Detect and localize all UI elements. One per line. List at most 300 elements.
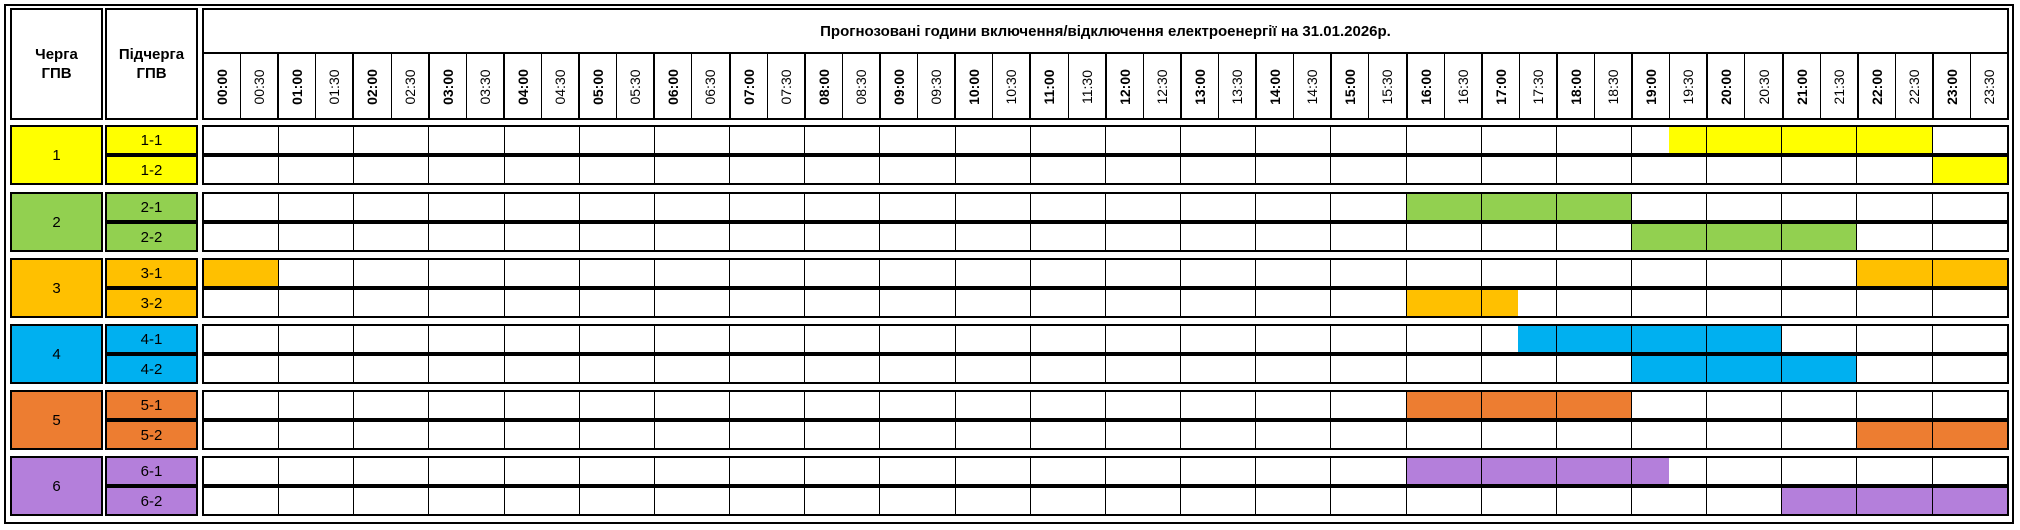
power-slot (1894, 392, 1932, 418)
power-slot (1894, 356, 1932, 382)
power-slot (466, 127, 504, 153)
power-slot (353, 290, 391, 316)
power-slot (616, 356, 654, 382)
power-slot (879, 127, 917, 153)
power-slot (1781, 326, 1819, 352)
power-slot (804, 422, 842, 448)
power-slot (616, 194, 654, 220)
outage-slot (1406, 392, 1444, 418)
time-column-header (204, 54, 240, 120)
outage-slot (1593, 326, 1631, 352)
power-slot (579, 157, 617, 183)
power-slot (879, 290, 917, 316)
power-slot (729, 356, 767, 382)
power-slot (1781, 392, 1819, 418)
power-slot (241, 422, 279, 448)
time-column-header (1932, 54, 1970, 120)
power-slot (1669, 392, 1707, 418)
power-slot (692, 422, 730, 448)
subqueue-cell: 3-1 (105, 258, 198, 288)
power-slot (1856, 326, 1894, 352)
time-column-header (917, 54, 954, 120)
power-slot (541, 392, 579, 418)
power-slot (1819, 458, 1857, 484)
time-column-header (578, 54, 616, 120)
time-label: 22:00 (1868, 69, 1885, 105)
time-label: 00:00 (214, 69, 231, 105)
schedule-row (202, 192, 2009, 222)
power-slot (1406, 326, 1444, 352)
power-slot (955, 356, 993, 382)
power-slot (1142, 194, 1180, 220)
power-slot (692, 224, 730, 250)
power-slot (504, 326, 542, 352)
queue-cell: 4 (10, 324, 103, 384)
power-slot (1819, 157, 1857, 183)
time-column-header (1519, 54, 1556, 120)
power-slot (428, 326, 466, 352)
power-slot (1142, 127, 1180, 153)
outage-slot (1481, 458, 1519, 484)
power-slot (692, 392, 730, 418)
power-slot (204, 356, 241, 382)
time-label: 05:30 (627, 69, 644, 105)
power-slot (804, 260, 842, 286)
outage-slot (1969, 422, 2007, 448)
power-slot (917, 458, 955, 484)
subqueue-cell: 4-1 (105, 324, 198, 354)
power-slot (804, 392, 842, 418)
power-slot (1481, 488, 1519, 514)
outage-slot (1631, 356, 1669, 382)
power-slot (1932, 194, 1970, 220)
power-slot (579, 326, 617, 352)
power-slot (1180, 127, 1218, 153)
outage-slot (1819, 356, 1857, 382)
power-slot (428, 224, 466, 250)
power-slot (466, 458, 504, 484)
power-slot (1593, 224, 1631, 250)
power-slot (1969, 326, 2007, 352)
power-slot (767, 194, 805, 220)
power-slot (428, 194, 466, 220)
power-slot (391, 290, 429, 316)
power-slot (1218, 392, 1256, 418)
power-slot (992, 422, 1030, 448)
power-slot (391, 356, 429, 382)
power-slot (879, 356, 917, 382)
power-slot (1218, 224, 1256, 250)
power-slot (1443, 224, 1481, 250)
power-slot (1781, 422, 1819, 448)
power-slot (504, 157, 542, 183)
time-column-header (1744, 54, 1781, 120)
outage-slot (1669, 326, 1707, 352)
power-slot (1293, 458, 1331, 484)
power-slot (804, 224, 842, 250)
power-slot (1744, 488, 1782, 514)
time-label: 13:00 (1191, 69, 1208, 105)
power-slot (1293, 488, 1331, 514)
power-slot (992, 290, 1030, 316)
timeline-header (202, 8, 2009, 120)
power-slot (804, 290, 842, 316)
power-slot (1819, 290, 1857, 316)
power-slot (654, 326, 692, 352)
power-slot (1669, 422, 1707, 448)
power-slot (1368, 194, 1406, 220)
power-slot (1030, 194, 1068, 220)
power-slot (804, 326, 842, 352)
power-slot (1556, 260, 1594, 286)
time-column-header (428, 54, 466, 120)
time-column-header (1669, 54, 1706, 120)
time-label: 09:00 (891, 69, 908, 105)
power-slot (1368, 127, 1406, 153)
outage-slot (1481, 392, 1519, 418)
power-slot (1293, 157, 1331, 183)
power-slot (1781, 458, 1819, 484)
power-slot (729, 326, 767, 352)
power-slot (466, 488, 504, 514)
time-column-header (1820, 54, 1857, 120)
power-slot (692, 458, 730, 484)
time-label: 17:00 (1492, 69, 1509, 105)
power-slot (1218, 422, 1256, 448)
power-slot (1105, 127, 1143, 153)
power-slot (692, 127, 730, 153)
power-slot (1180, 290, 1218, 316)
power-slot (504, 290, 542, 316)
time-label: 03:30 (476, 69, 493, 105)
time-label: 14:30 (1304, 69, 1321, 105)
power-slot (1368, 260, 1406, 286)
power-slot (955, 127, 993, 153)
power-slot (579, 224, 617, 250)
power-slot (316, 422, 354, 448)
power-slot (767, 290, 805, 316)
power-slot (1706, 392, 1744, 418)
power-slot (1631, 127, 1669, 153)
power-slot (767, 392, 805, 418)
power-slot (1180, 392, 1218, 418)
power-slot (1330, 326, 1368, 352)
power-slot (541, 127, 579, 153)
power-slot (1368, 290, 1406, 316)
power-slot (579, 356, 617, 382)
power-slot (204, 392, 241, 418)
power-slot (1067, 458, 1105, 484)
power-slot (1819, 260, 1857, 286)
time-column-header (729, 54, 767, 120)
power-slot (1142, 157, 1180, 183)
power-slot (1105, 326, 1143, 352)
power-slot (1067, 260, 1105, 286)
power-slot (204, 326, 241, 352)
power-slot (1443, 422, 1481, 448)
power-slot (579, 260, 617, 286)
outage-slot (1443, 392, 1481, 418)
time-label: 06:00 (665, 69, 682, 105)
schedule-row (202, 288, 2009, 318)
schedule-row (202, 125, 2009, 155)
time-column-header (352, 54, 390, 120)
power-slot (842, 157, 880, 183)
power-slot (1293, 127, 1331, 153)
power-slot (353, 458, 391, 484)
power-slot (1180, 326, 1218, 352)
power-slot (616, 224, 654, 250)
outage-slot (1443, 290, 1481, 316)
power-slot (1030, 260, 1068, 286)
power-slot (316, 488, 354, 514)
power-slot (316, 157, 354, 183)
power-slot (1330, 194, 1368, 220)
power-slot (1932, 290, 1970, 316)
schedule-row (202, 486, 2009, 516)
power-slot (767, 488, 805, 514)
time-column-header (767, 54, 804, 120)
power-slot (278, 392, 316, 418)
time-column-header (1895, 54, 1932, 120)
power-slot (917, 356, 955, 382)
power-slot (278, 224, 316, 250)
queue-cell: 3 (10, 258, 103, 318)
power-slot (1368, 458, 1406, 484)
power-slot (1030, 458, 1068, 484)
schedule-row (202, 456, 2009, 486)
power-slot (428, 392, 466, 418)
power-slot (428, 127, 466, 153)
power-slot (616, 127, 654, 153)
power-slot (1856, 458, 1894, 484)
power-slot (955, 260, 993, 286)
power-slot (1518, 422, 1556, 448)
time-column-header (842, 54, 879, 120)
power-slot (391, 326, 429, 352)
time-label: 15:00 (1342, 69, 1359, 105)
power-slot (1067, 392, 1105, 418)
power-slot (842, 326, 880, 352)
power-slot (1368, 392, 1406, 418)
power-slot (842, 488, 880, 514)
power-slot (1932, 356, 1970, 382)
power-slot (654, 157, 692, 183)
power-slot (1969, 194, 2007, 220)
power-slot (1218, 488, 1256, 514)
time-label: 19:30 (1680, 69, 1697, 105)
outage-slot (241, 260, 279, 286)
power-slot (579, 290, 617, 316)
power-slot (1556, 290, 1594, 316)
power-slot (616, 260, 654, 286)
outage-slot (1819, 127, 1857, 153)
schedule-row (202, 258, 2009, 288)
power-slot (579, 392, 617, 418)
power-slot (616, 290, 654, 316)
power-slot (1406, 127, 1444, 153)
power-slot (1593, 260, 1631, 286)
time-label: 03:00 (439, 69, 456, 105)
subqueue-cell: 3-2 (105, 288, 198, 318)
power-slot (654, 224, 692, 250)
power-slot (1518, 260, 1556, 286)
power-slot (1293, 422, 1331, 448)
power-slot (353, 392, 391, 418)
power-slot (1180, 458, 1218, 484)
power-slot (1330, 356, 1368, 382)
power-slot (1030, 326, 1068, 352)
power-slot (1218, 194, 1256, 220)
power-slot (1481, 260, 1519, 286)
power-slot (1932, 392, 1970, 418)
outage-slot (1744, 326, 1782, 352)
power-slot (804, 157, 842, 183)
outage-slot (1706, 127, 1744, 153)
power-slot (1030, 127, 1068, 153)
outage-slot (1518, 458, 1556, 484)
power-slot (1105, 224, 1143, 250)
outage-slot (1669, 224, 1707, 250)
power-slot (955, 290, 993, 316)
outage-slot (1781, 224, 1819, 250)
subqueue-header-label: Підчерга ГПВ (118, 46, 185, 82)
outage-slot (1932, 422, 1970, 448)
power-slot (1669, 260, 1707, 286)
power-slot (654, 127, 692, 153)
time-label: 01:30 (326, 69, 343, 105)
time-column-header (616, 54, 653, 120)
power-slot (992, 194, 1030, 220)
power-slot (955, 326, 993, 352)
power-slot (1443, 488, 1481, 514)
power-slot (428, 356, 466, 382)
outage-slot (1932, 157, 1970, 183)
power-slot (1593, 127, 1631, 153)
time-column-header (1029, 54, 1067, 120)
power-slot (1330, 260, 1368, 286)
power-slot (579, 488, 617, 514)
power-slot (692, 326, 730, 352)
power-slot (353, 157, 391, 183)
time-label: 19:00 (1643, 69, 1660, 105)
power-slot (541, 488, 579, 514)
power-slot (391, 392, 429, 418)
power-slot (204, 458, 241, 484)
outage-slot (1593, 194, 1631, 220)
subqueue-cell: 2-1 (105, 192, 198, 222)
time-label: 16:30 (1454, 69, 1471, 105)
power-slot (804, 488, 842, 514)
power-slot (391, 224, 429, 250)
power-slot (466, 326, 504, 352)
time-column-header (1330, 54, 1368, 120)
power-slot (804, 458, 842, 484)
outage-slot (1969, 157, 2007, 183)
power-slot (1669, 194, 1707, 220)
power-slot (1255, 260, 1293, 286)
outage-slot (1669, 356, 1707, 382)
power-slot (1218, 290, 1256, 316)
time-column-header (1444, 54, 1481, 120)
time-label: 14:00 (1267, 69, 1284, 105)
power-slot (616, 422, 654, 448)
time-label: 15:30 (1379, 69, 1396, 105)
power-slot (1781, 290, 1819, 316)
queue-cell: 5 (10, 390, 103, 450)
outage-slot (1518, 326, 1556, 352)
power-slot (428, 488, 466, 514)
power-slot (654, 392, 692, 418)
power-slot (204, 488, 241, 514)
power-slot (1969, 356, 2007, 382)
power-slot (842, 458, 880, 484)
power-slot (917, 157, 955, 183)
power-slot (1856, 194, 1894, 220)
outage-slot (1856, 260, 1894, 286)
power-slot (428, 290, 466, 316)
power-slot (1894, 458, 1932, 484)
power-slot (1669, 488, 1707, 514)
power-slot (1293, 260, 1331, 286)
time-label: 02:30 (401, 69, 418, 105)
power-slot (1142, 356, 1180, 382)
power-slot (616, 458, 654, 484)
power-slot (1481, 224, 1519, 250)
power-slot (541, 157, 579, 183)
power-slot (1142, 392, 1180, 418)
power-slot (1293, 290, 1331, 316)
power-slot (278, 488, 316, 514)
power-slot (804, 127, 842, 153)
power-slot (1481, 356, 1519, 382)
time-label: 12:00 (1116, 69, 1133, 105)
power-slot (1293, 194, 1331, 220)
power-slot (241, 458, 279, 484)
queue-group (10, 390, 2009, 450)
power-slot (955, 224, 993, 250)
power-slot (1330, 488, 1368, 514)
subqueue-cell: 1-1 (105, 125, 198, 155)
power-slot (278, 127, 316, 153)
power-slot (1067, 290, 1105, 316)
power-slot (1593, 422, 1631, 448)
power-slot (992, 260, 1030, 286)
power-slot (316, 260, 354, 286)
power-slot (241, 194, 279, 220)
power-slot (1781, 260, 1819, 286)
time-column-header (1706, 54, 1744, 120)
outage-slot (1593, 392, 1631, 418)
outage-slot (1969, 260, 2007, 286)
power-slot (504, 392, 542, 418)
power-slot (204, 290, 241, 316)
power-slot (1218, 326, 1256, 352)
power-slot (879, 458, 917, 484)
power-slot (1330, 422, 1368, 448)
power-slot (1856, 157, 1894, 183)
time-column-header (1406, 54, 1444, 120)
power-slot (1744, 290, 1782, 316)
power-slot (1969, 392, 2007, 418)
power-slot (1744, 422, 1782, 448)
power-slot (541, 290, 579, 316)
power-slot (729, 458, 767, 484)
power-slot (541, 260, 579, 286)
power-slot (1631, 157, 1669, 183)
time-column-header (1293, 54, 1330, 120)
power-slot (616, 392, 654, 418)
